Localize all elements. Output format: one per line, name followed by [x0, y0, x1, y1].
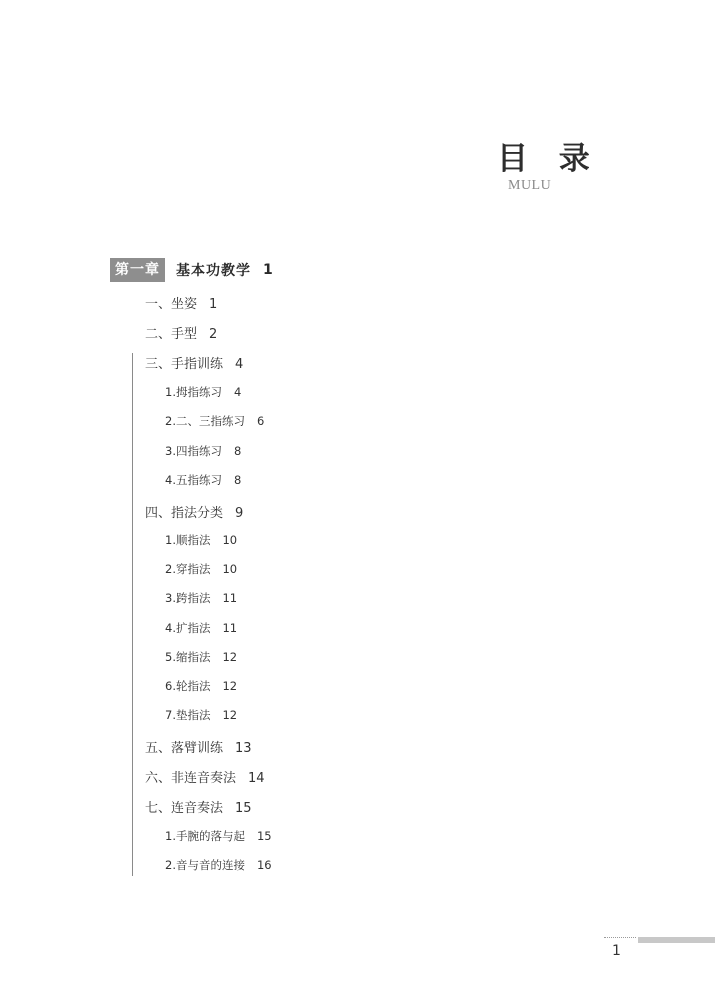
toc-subentry[interactable]: [165, 384, 241, 400]
toc-entry-page: 11: [222, 591, 238, 605]
chapter-page-number: 1: [263, 262, 273, 278]
toc-entry-page: 15: [256, 829, 272, 843]
toc-subtitle: MULU: [508, 178, 552, 193]
toc-entry-label: 1.手腕的落与起: [165, 829, 245, 843]
toc-title: 目 录: [497, 141, 600, 177]
toc-entry-page: 16: [256, 858, 272, 872]
toc-entry-label: 3.四指练习: [165, 444, 222, 458]
toc-entry-label: 5.缩指法: [165, 650, 211, 664]
toc-entry-label: 3.跨指法: [165, 591, 211, 605]
chapter-title: 基本功教学: [176, 263, 251, 279]
toc-entry-page: 10: [222, 562, 238, 576]
toc-entry-page: 4: [233, 385, 242, 399]
toc-entry[interactable]: [145, 323, 217, 342]
section-divider-line: [132, 353, 133, 876]
toc-entry-label: 二、手型: [145, 327, 198, 342]
toc-entry-page: 12: [222, 708, 238, 722]
toc-entry-label: 一、坐姿: [145, 297, 198, 312]
toc-entry-page: 14: [248, 771, 265, 786]
toc-entry-page: 4: [235, 357, 244, 372]
toc-entry[interactable]: [145, 353, 243, 372]
toc-entry-page: 2: [209, 327, 218, 342]
toc-entry-label: 1.顺指法: [165, 533, 211, 547]
toc-entry-label: 2.音与音的连接: [165, 858, 245, 872]
toc-entry-label: 六、非连音奏法: [145, 771, 237, 786]
toc-entry-page: 15: [235, 801, 252, 816]
toc-entry-label: 4.扩指法: [165, 621, 211, 635]
toc-entry-page: 9: [235, 506, 244, 521]
toc-entry-page: 11: [222, 621, 238, 635]
toc-entry-page: 6: [256, 414, 265, 428]
toc-entry-page: 12: [222, 650, 238, 664]
toc-entry[interactable]: [145, 767, 265, 786]
toc-entry[interactable]: [145, 737, 252, 756]
chapter-heading[interactable]: [110, 258, 273, 282]
toc-entry-label: 三、手指训练: [145, 357, 224, 372]
toc-entry-label: 1.拇指练习: [165, 385, 222, 399]
footer-dotted-rule: [604, 937, 636, 938]
toc-entry-page: 8: [233, 444, 242, 458]
toc-entry-label: 7.垫指法: [165, 708, 211, 722]
toc-entry-page: 12: [222, 679, 238, 693]
chapter-badge: 第一章: [110, 258, 165, 282]
toc-entry-label: 2.二、三指练习: [165, 414, 245, 428]
toc-entry-label: 4.五指练习: [165, 473, 222, 487]
toc-subentry[interactable]: [165, 707, 237, 723]
footer-gray-bar: [638, 937, 715, 943]
toc-entry-page: 13: [235, 741, 252, 756]
toc-subentry[interactable]: [165, 649, 237, 665]
toc-entry-label: 五、落臂训练: [145, 741, 224, 756]
toc-entry[interactable]: [145, 502, 243, 521]
toc-subentry[interactable]: [165, 443, 241, 459]
toc-entry-page: 8: [233, 473, 242, 487]
toc-entry-label: 6.轮指法: [165, 679, 211, 693]
toc-subentry[interactable]: [165, 857, 272, 873]
toc-entry-page: 10: [222, 533, 238, 547]
toc-entry-label: 2.穿指法: [165, 562, 211, 576]
toc-subentry[interactable]: [165, 413, 264, 429]
toc-subentry[interactable]: [165, 561, 237, 577]
toc-subentry[interactable]: [165, 472, 241, 488]
toc-subentry[interactable]: [165, 828, 272, 844]
toc-subentry[interactable]: [165, 532, 237, 548]
page-number: 1: [612, 943, 621, 959]
toc-entry-label: 七、连音奏法: [145, 801, 224, 816]
toc-entry-label: 四、指法分类: [145, 506, 224, 521]
toc-entry-page: 1: [209, 297, 218, 312]
toc-subentry[interactable]: [165, 620, 237, 636]
toc-entry[interactable]: [145, 293, 217, 312]
toc-entry[interactable]: [145, 797, 252, 816]
toc-subentry[interactable]: [165, 678, 237, 694]
toc-subentry[interactable]: [165, 590, 237, 606]
